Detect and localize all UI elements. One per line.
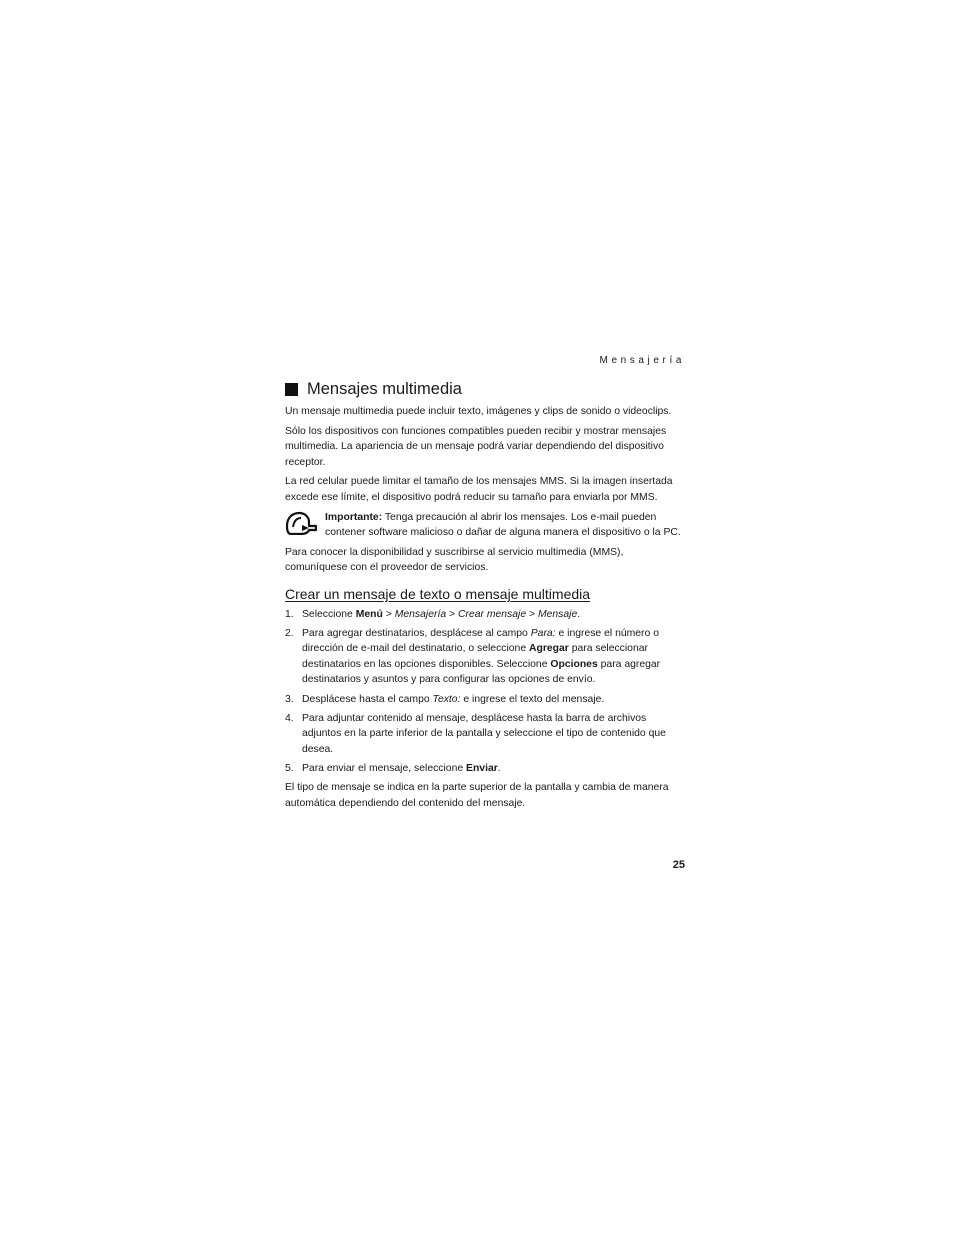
step-text: Desplácese hasta el campo [302, 693, 433, 705]
step-text: Para enviar el mensaje, seleccione [302, 762, 467, 774]
list-item [285, 626, 685, 688]
menu-term: Mensaje [537, 608, 578, 620]
menu-term: Menú [355, 608, 383, 620]
list-item [285, 711, 685, 758]
important-hand-icon [285, 511, 317, 535]
step-text: e ingrese el texto del mensaje. [460, 693, 605, 705]
step-text: . [497, 762, 501, 774]
list-item [285, 692, 685, 708]
menu-term: Opciones [550, 658, 598, 670]
step-text: > [446, 608, 458, 620]
step-number: 2. [285, 627, 294, 639]
note-label: Importante: [325, 511, 383, 523]
paragraph-mms-service: Para conocer la disponibilidad y suscribirse al servicio multimedia (MMS), comuníquese con el proveedor de servicios. [285, 546, 624, 574]
paragraph-size-limit: La red celular puede limitar el tamaño de los mensajes MMS. Si la imagen insertada excede ese límite, el dispositivo podrá reducir su tamaño para enviarla por MMS. [285, 476, 673, 503]
paragraph-intro: Un mensaje multimedia puede incluir texto, imágenes y clips de sonido o videoclips. [285, 406, 672, 417]
subsection-title: Crear un mensaje de texto o mensaje multimedia [285, 585, 591, 602]
menu-term: Enviar [466, 762, 498, 774]
step-text: para agregar destinatarios y asuntos y para configurar las opciones de envío. [302, 658, 661, 686]
paragraph-compatibility: Sólo los dispositivos con funciones compatibles pueden recibir y mostrar mensajes multimedia. La apariencia de un mensaje podrá variar dependiendo del dispositivo receptor. [285, 425, 667, 468]
paragraph-message-type: El tipo de mensaje se indica en la parte superior de la pantalla y cambia de manera automática dependiendo del contenido del mensaje. [285, 781, 669, 809]
step-text: e ingrese el número o dirección de e-mail del destinatario, o seleccione [302, 627, 659, 655]
step-text: Para agregar destinatarios, desplácese al campo [302, 627, 531, 639]
page-number: 25 [672, 859, 685, 871]
note-text: Tenga precaución al abrir los mensajes. Los e-mail pueden contener software malicioso o dañar de alguna manera el dispositivo o la PC. [325, 511, 681, 539]
step-number: 1. [285, 608, 294, 620]
step-number: 3. [285, 693, 294, 705]
steps-list [285, 607, 685, 777]
step-number: 4. [285, 712, 294, 724]
section-title [285, 380, 462, 399]
square-bullet-icon [285, 383, 298, 396]
section-title-text: Mensajes multimedia [307, 380, 462, 398]
body-text [285, 404, 685, 815]
menu-term: Crear mensaje [457, 608, 527, 620]
step-text: Para adjuntar contenido al mensaje, desplácese hasta la barra de archivos adjuntos en la parte inferior de la pantalla y seleccione el tipo de contenido que desea. [302, 712, 666, 755]
menu-term: Agregar [529, 643, 569, 655]
list-item [285, 761, 685, 777]
field-term: Texto: [432, 693, 461, 705]
step-text: para seleccionar destinatarios en las opciones disponibles. Seleccione [302, 643, 648, 670]
step-text: Seleccione [302, 608, 356, 620]
list-item [285, 607, 685, 623]
running-header: Mensajería [599, 355, 685, 366]
step-text: > [382, 608, 395, 620]
field-term: Para: [530, 627, 556, 639]
menu-term: Mensajería [394, 608, 447, 620]
step-text: > [526, 608, 538, 620]
step-text: . [577, 608, 581, 620]
step-number: 5. [285, 762, 294, 774]
important-note [285, 510, 685, 541]
